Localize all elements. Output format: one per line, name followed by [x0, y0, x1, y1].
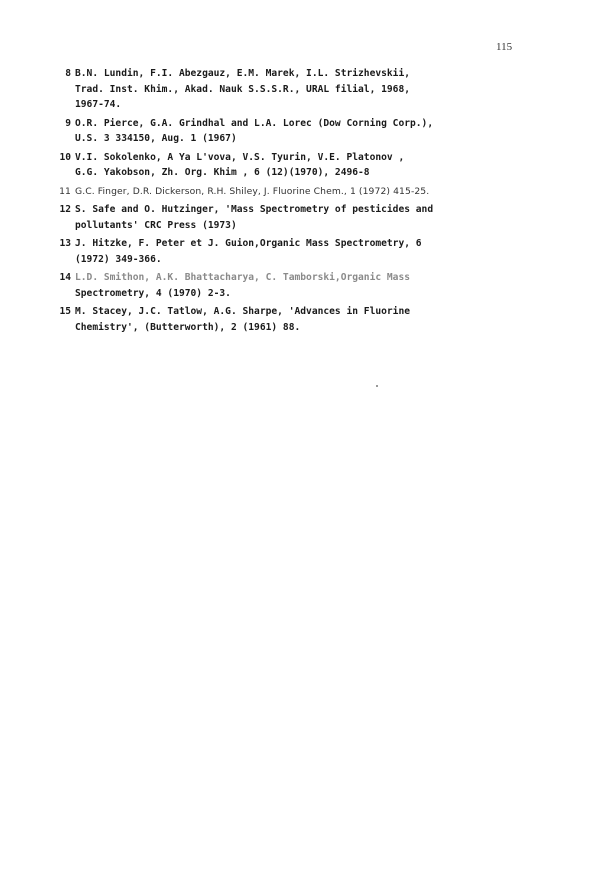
- reference-item: [55, 66, 585, 113]
- reference-line: Chemistry', (Butterworth), 2 (1961) 88.: [75, 321, 301, 333]
- reference-line: (1972) 349-366.: [75, 253, 162, 265]
- reference-list: [55, 66, 585, 338]
- reference-line: O.R. Pierce, G.A. Grindhal and L.A. Lorec (Dow Corning Corp.),: [75, 117, 434, 129]
- reference-number: 10: [59, 151, 71, 163]
- reference-number: 12: [59, 204, 71, 215]
- reference-line: U.S. 3 334150, Aug. 1 (1967): [75, 133, 237, 144]
- reference-item: [55, 270, 585, 301]
- reference-line: J. Hitzke, F. Peter et J. Guion,Organic Mass Spectrometry, 6: [75, 238, 422, 249]
- scan-speck: [376, 385, 378, 387]
- reference-line: B.N. Lundin, F.I. Abezgauz, E.M. Marek, I.L. Strizhevskii,: [75, 68, 411, 79]
- reference-item: [55, 150, 585, 181]
- reference-item: [55, 116, 585, 147]
- reference-line: G.C. Finger, D.R. Dickerson, R.H. Shiley, J. Fluorine Chem., 1 (1972) 415-25.: [75, 185, 430, 197]
- reference-line: L.D. Smithon, A.K. Bhattacharya, C. Tamborski,Organic Mass: [75, 272, 411, 283]
- reference-number: 15: [59, 306, 71, 317]
- reference-item: [55, 202, 585, 233]
- reference-line: Spectrometry, 4 (1970) 2-3.: [75, 287, 231, 299]
- reference-line: G.G. Yakobson, Zh. Org. Khim , 6 (12)(1970), 2496-8: [75, 167, 370, 178]
- reference-number: 13: [59, 238, 71, 249]
- reference-number: 8: [65, 68, 71, 79]
- reference-line: S. Safe and O. Hutzinger, 'Mass Spectrometry of pesticides and: [75, 204, 434, 215]
- reference-line: V.I. Sokolenko, A Ya L'vova, V.S. Tyurin, V.E. Platonov ,: [75, 151, 405, 163]
- reference-line: 1967-74.: [75, 99, 122, 110]
- reference-item: [55, 184, 585, 200]
- reference-number: 9: [65, 117, 71, 129]
- reference-line: Trad. Inst. Khim., Akad. Nauk S.S.S.R., URAL filial, 1968,: [75, 83, 411, 95]
- reference-line: pollutants' CRC Press (1973): [75, 219, 237, 231]
- reference-number: 11: [59, 185, 71, 197]
- reference-number: 14: [59, 272, 71, 283]
- reference-item: [55, 236, 585, 267]
- reference-line: M. Stacey, J.C. Tatlow, A.G. Sharpe, 'Advances in Fluorine: [75, 306, 411, 317]
- page-number: 115: [496, 41, 513, 53]
- reference-item: [55, 304, 585, 335]
